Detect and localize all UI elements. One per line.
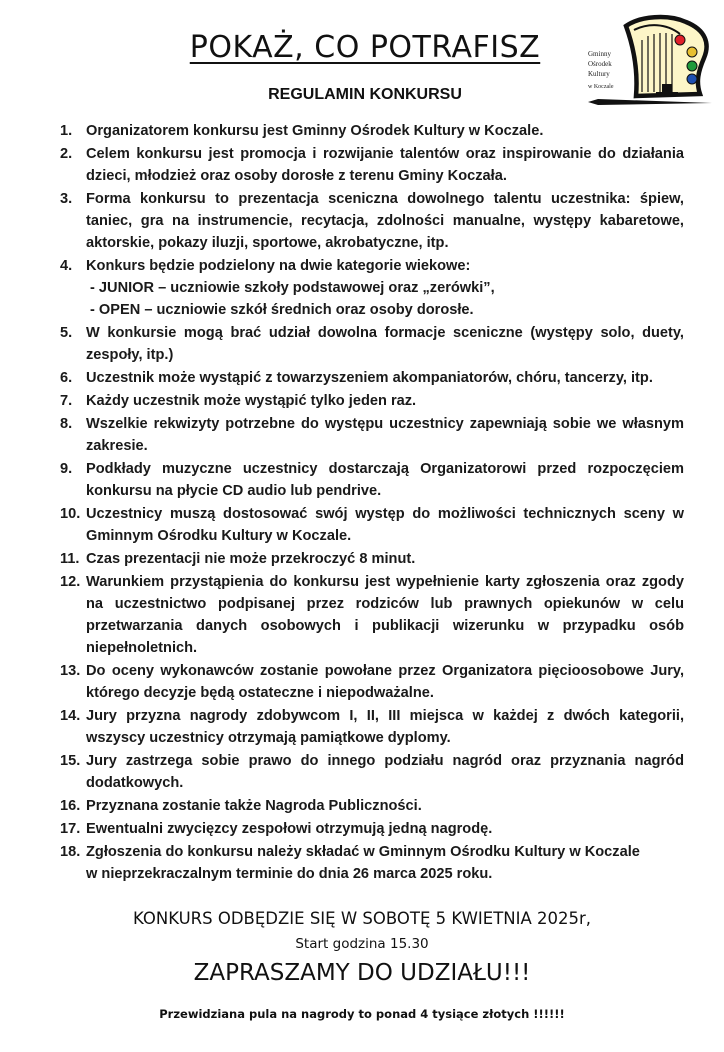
rule-item <box>60 795 684 817</box>
page-title: POKAŻ, CO POTRAFISZ <box>189 30 541 65</box>
rule-text: Forma konkursu to prezentacja sceniczna dowolnego talentu uczestnika: śpiew, taniec, gra na instrumencie, recytacja, zdolności manualne, występy kabaretowe, aktorskie, pokazy iluzji, sportowe, akrobatyczne, itp. <box>86 191 684 251</box>
rule-item <box>60 390 684 412</box>
rule-number: 12. <box>60 574 81 590</box>
rule-text: Konkurs będzie podzielony na dwie kategorie wiekowe: <box>86 258 471 274</box>
rule-item <box>60 120 684 142</box>
rule-item <box>60 188 684 254</box>
rule-item <box>60 750 684 794</box>
event-date-text: KONKURS ODBĘDZIE SIĘ W SOBOTĘ 5 KWIETNIA 2025r, <box>132 909 592 928</box>
logo-dot-blue <box>687 74 697 84</box>
rule-text-line-2: w nieprzekraczalnym terminie do dnia 26 marca 2025 roku. <box>86 866 493 882</box>
rule-text: Jury przyzna nagrody zdobywcom I, II, III miejsca w każdej z dwóch kategorii, wszyscy uczestnicy otrzymają pamiątkowe dyplomy. <box>86 708 684 746</box>
rule-text: Przyznana zostanie także Nagroda Publiczności. <box>86 798 422 814</box>
logo-text-line-2: Ośrodek <box>588 60 612 68</box>
rule-text: Do oceny wykonawców zostanie powołane przez Organizatora pięcioosobowe Jury, którego decyzje będą ostateczne i niepodważalne. <box>86 663 684 701</box>
rule-item <box>60 413 684 457</box>
rule-item <box>60 458 684 502</box>
logo-dot-red <box>675 35 685 45</box>
logo-text-line-3: Kultury <box>588 70 610 78</box>
rule-number: 5. <box>60 325 73 341</box>
rule-item <box>60 571 684 659</box>
logo-base-step <box>656 92 678 96</box>
rule-item <box>60 548 684 570</box>
footer <box>40 907 684 1022</box>
rule-number: 9. <box>60 461 73 477</box>
rule-subitem: - OPEN – uczniowie szkół średnich oraz osoby dorosłe. <box>90 302 474 318</box>
rule-item <box>60 818 684 840</box>
rule-text: Każdy uczestnik może wystąpić tylko jeden raz. <box>86 393 417 409</box>
rule-item <box>60 503 684 547</box>
rule-number: 6. <box>60 370 73 386</box>
rule-number: 11. <box>60 551 80 567</box>
rule-text: Organizatorem konkursu jest Gminny Ośrodek Kultury w Koczale. <box>86 123 544 139</box>
rule-text: Zgłoszenia do konkursu należy składać w Gminnym Ośrodku Kultury w Koczale <box>86 844 640 860</box>
rule-item <box>60 705 684 749</box>
rule-number: 16. <box>60 798 81 814</box>
start-time-text: Start godzina 15.30 <box>295 936 429 952</box>
rule-text: Jury zastrzega sobie prawo do innego podziału nagród oraz przyznania nagród dodatkowych. <box>86 753 684 791</box>
logo <box>586 12 714 108</box>
invitation-text: ZAPRASZAMY DO UDZIAŁU!!! <box>193 960 531 986</box>
rule-text: Uczestnicy muszą dostosować swój występ do możliwości technicznych sceny w Gminnym Ośrodku Kultury w Koczale. <box>86 506 684 544</box>
rules-list <box>60 120 684 885</box>
rule-text: Warunkiem przystąpienia do konkursu jest wypełnienie karty zgłoszenia oraz zgody na uczestnictwo podpisanej przez rodziców lub prawnych opiekunów w celu przetwarzania danych osobowych i publikacji wizerunku w przypadku osób niepełnoletnich. <box>86 574 684 656</box>
rule-text: Ewentualni zwycięzcy zespołowi otrzymują jedną nagrodę. <box>86 821 493 837</box>
rule-item <box>60 367 684 389</box>
rule-text: Podkłady muzyczne uczestnicy dostarczają Organizatorowi przed rozpoczęciem konkursu na płycie CD audio lub pendrive. <box>86 461 684 499</box>
rule-item <box>60 143 684 187</box>
rule-item <box>60 841 684 885</box>
rule-text: Celem konkursu jest promocja i rozwijanie talentów oraz inspirowanie do działania dzieci, młodzież oraz osoby dorosłe z terenu Gminy Koczała. <box>86 146 684 184</box>
page-subtitle: REGULAMIN KONKURSU <box>268 86 462 103</box>
rule-number: 3. <box>60 191 73 207</box>
page-header <box>60 22 684 114</box>
rule-text: Wszelkie rekwizyty potrzebne do występu uczestnicy zapewniają sobie we własnym zakresie. <box>86 416 684 454</box>
prize-pool-text: Przewidziana pula na nagrody to ponad 4 tysiące złotych !!!!!! <box>159 1007 565 1021</box>
rule-text: W konkursie mogą brać udział dowolna formacje sceniczne (występy solo, duety, zespoły, itp.) <box>86 325 684 363</box>
rule-item <box>60 660 684 704</box>
rule-number: 7. <box>60 393 73 409</box>
rule-subitem: - JUNIOR – uczniowie szkoły podstawowej oraz „zerówki”, <box>90 280 495 296</box>
harp-palette-logo <box>586 12 714 108</box>
logo-dot-yellow <box>687 47 697 57</box>
rule-number: 2. <box>60 146 73 162</box>
rule-number: 10. <box>60 506 81 522</box>
rule-text: Czas prezentacji nie może przekroczyć 8 minut. <box>86 551 416 567</box>
rule-item <box>60 255 684 321</box>
logo-text-line-1: Gminny <box>588 50 611 58</box>
rule-number: 4. <box>60 258 73 274</box>
logo-dot-green <box>687 61 697 71</box>
rule-item <box>60 322 684 366</box>
rule-number: 17. <box>60 821 81 837</box>
rule-number: 14. <box>60 708 81 724</box>
rule-number: 13. <box>60 663 81 679</box>
rule-number: 15. <box>60 753 81 769</box>
rule-number: 8. <box>60 416 73 432</box>
rule-number: 1. <box>60 123 73 139</box>
rule-text: Uczestnik może wystąpić z towarzyszeniem akompaniatorów, chóru, tancerzy, itp. <box>86 370 653 386</box>
rule-number: 18. <box>60 844 81 860</box>
logo-brush <box>588 99 712 105</box>
logo-text-line-4: w Koczale <box>588 84 614 90</box>
